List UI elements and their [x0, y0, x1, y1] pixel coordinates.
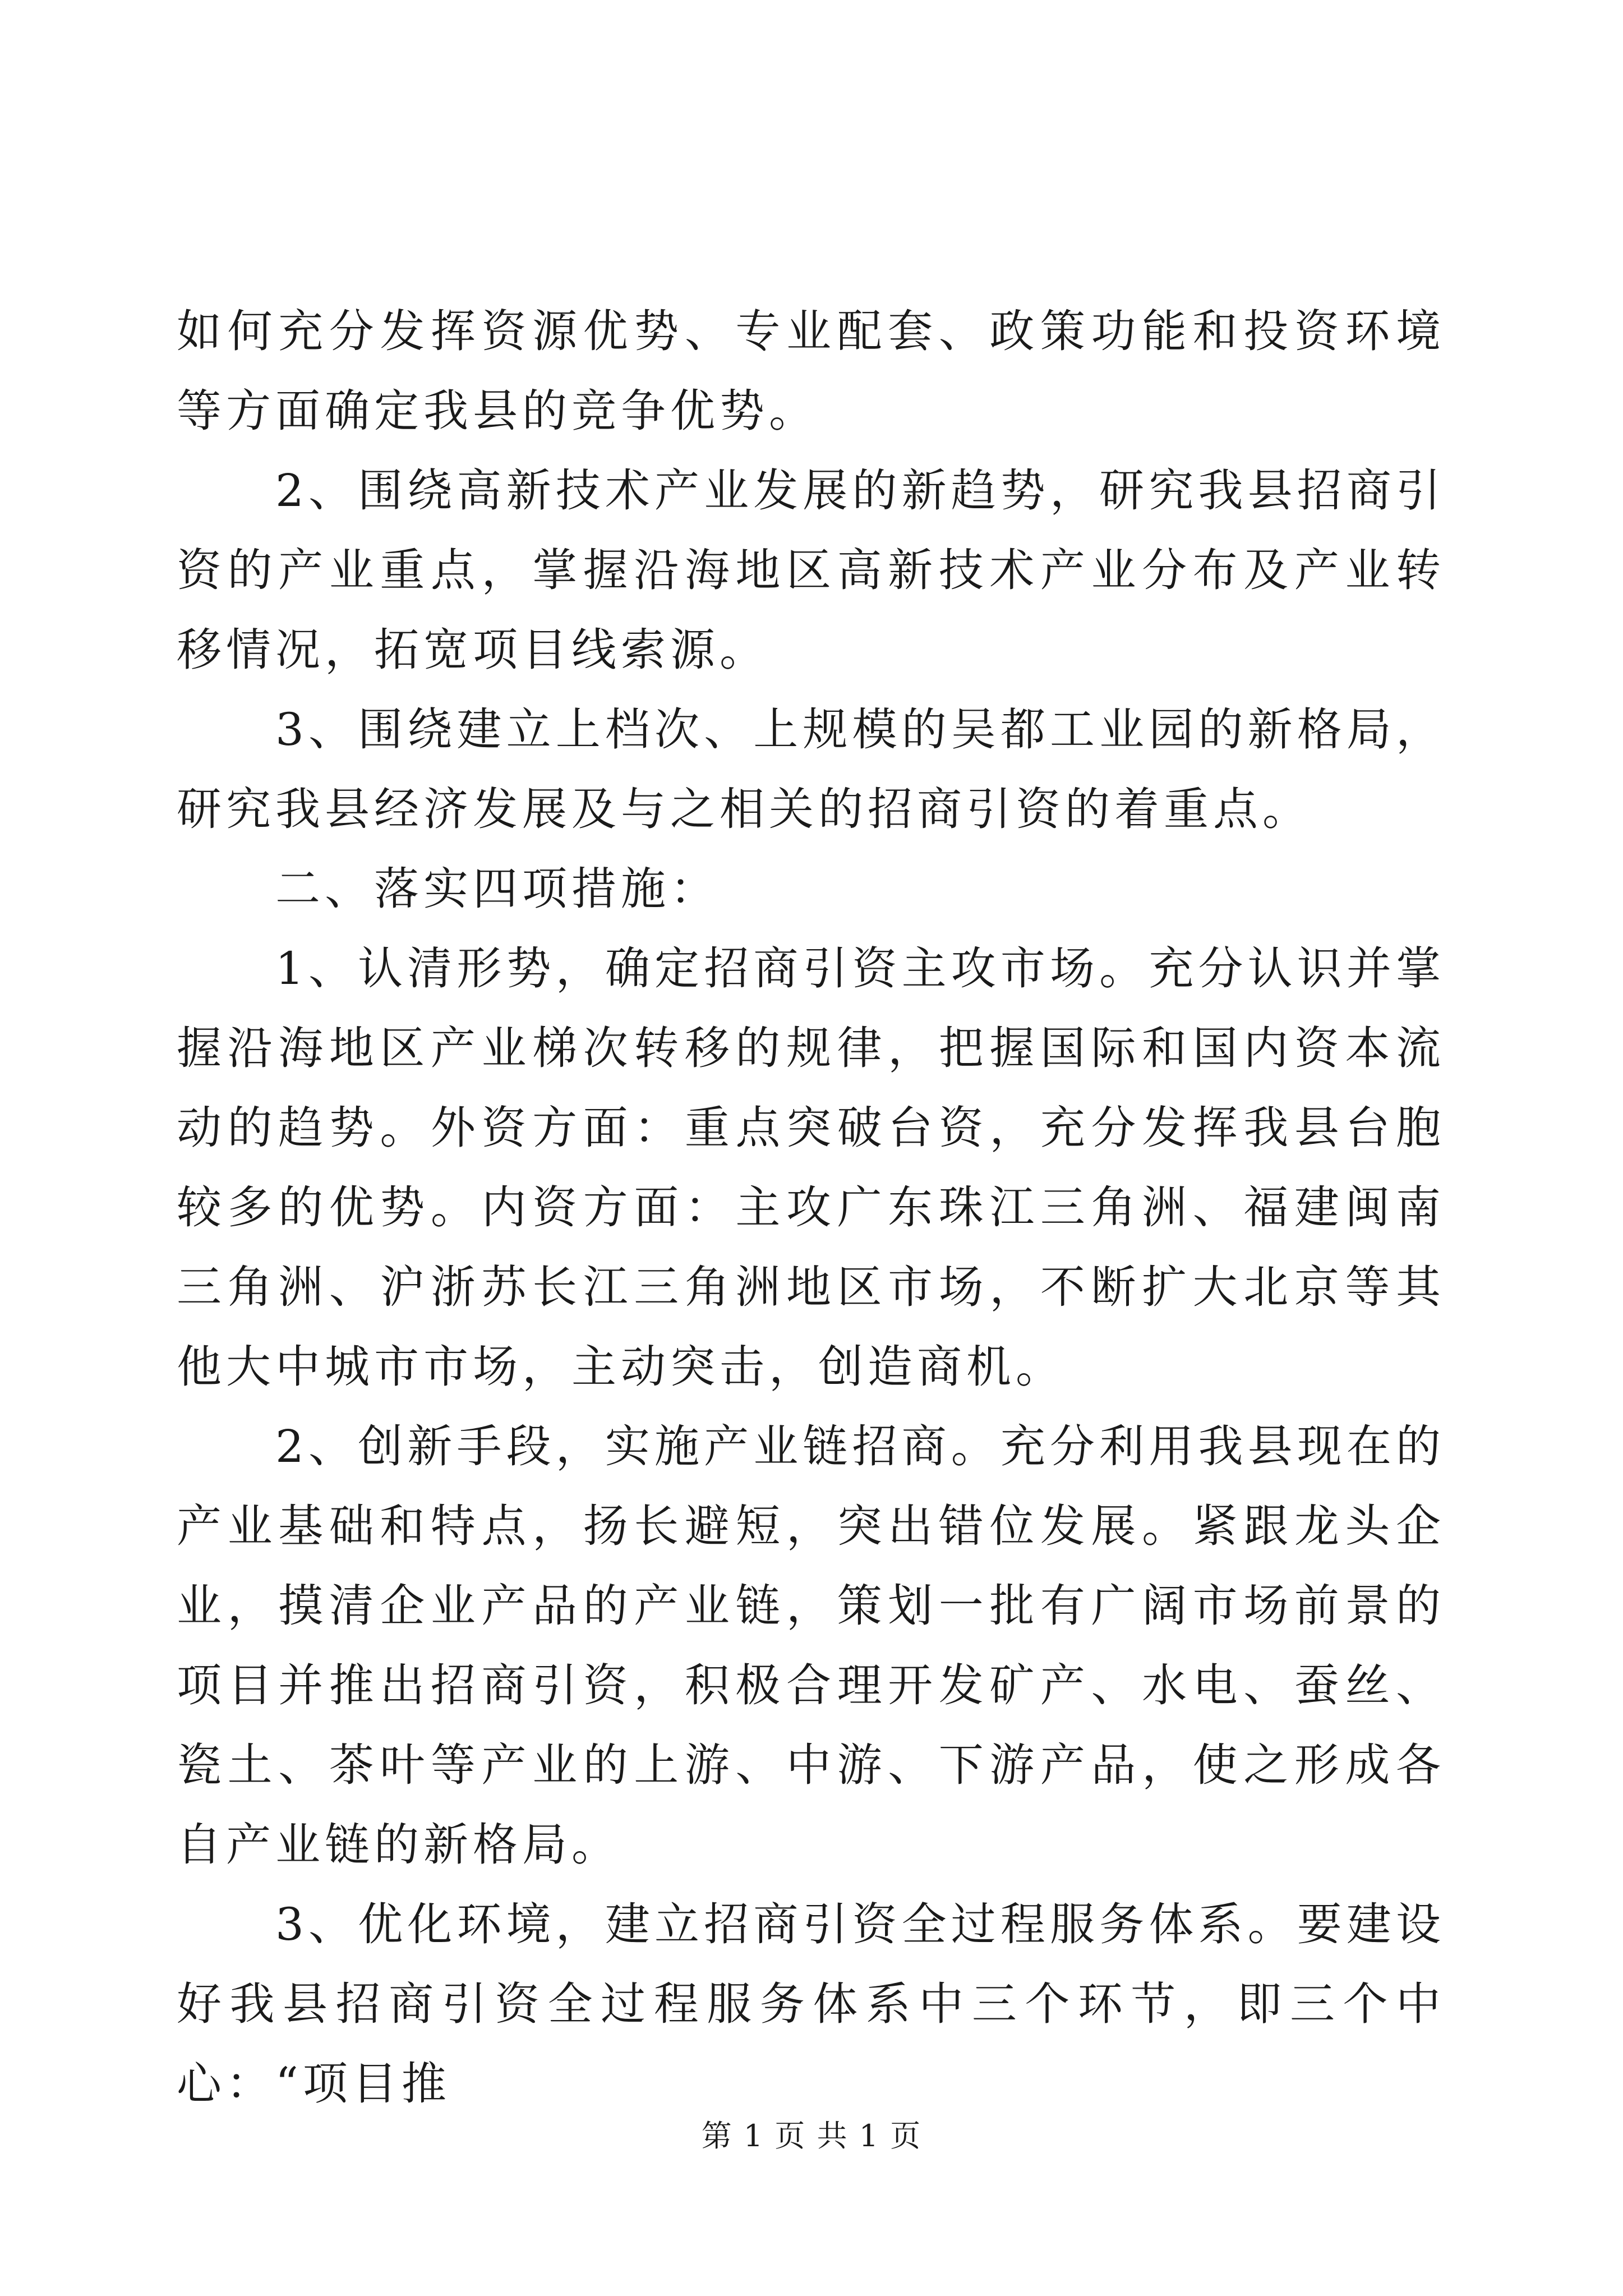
- paragraph: 3、优化环境，建立招商引资全过程服务体系。要建设好我县招商引资全过程服务体系中三个环节，即三个中心：“项目推: [177, 1898, 1445, 2110]
- page-number-footer: 第 1 页 共 1 页: [701, 2118, 922, 2154]
- paragraph: 如何充分发挥资源优势、专业配套、政策功能和投资环境等方面确定我县的竞争优势。: [177, 305, 1445, 437]
- paragraph: 3、围绕建立上档次、上规模的吴都工业园的新格局，研究我县经济发展及与之相关的招商引资的着重点。: [177, 703, 1445, 835]
- paragraph: 2、创新手段，实施产业链招商。充分利用我县现在的产业基础和特点，扬长避短，突出错位发展。紧跟龙头企业，摸清企业产品的产业链，策划一批有广阔市场前景的项目并推出招商引资，积极合理开发矿产、水电、蚕丝、瓷土、茶叶等产业的上游、中游、下游产品，使之形成各自产业链的新格局。: [177, 1420, 1445, 1871]
- section-heading: 二、落实四项措施：: [275, 863, 720, 915]
- document-body: [177, 292, 1445, 2124]
- paragraph: 1、认清形势，确定招商引资主攻市场。充分认识并掌握沿海地区产业梯次转移的规律，把握国际和国内资本流动的趋势。外资方面：重点突破台资，充分发挥我县台胞较多的优势。内资方面：主攻广东珠江三角洲、福建闽南三角洲、沪浙苏长江三角洲地区市场，不断扩大北京等其他大中城市市场，主动突击，创造商机。: [177, 942, 1445, 1393]
- paragraph: 2、围绕高新技术产业发展的新趋势，研究我县招商引资的产业重点，掌握沿海地区高新技术产业分布及产业转移情况，拓宽项目线索源。: [177, 464, 1445, 676]
